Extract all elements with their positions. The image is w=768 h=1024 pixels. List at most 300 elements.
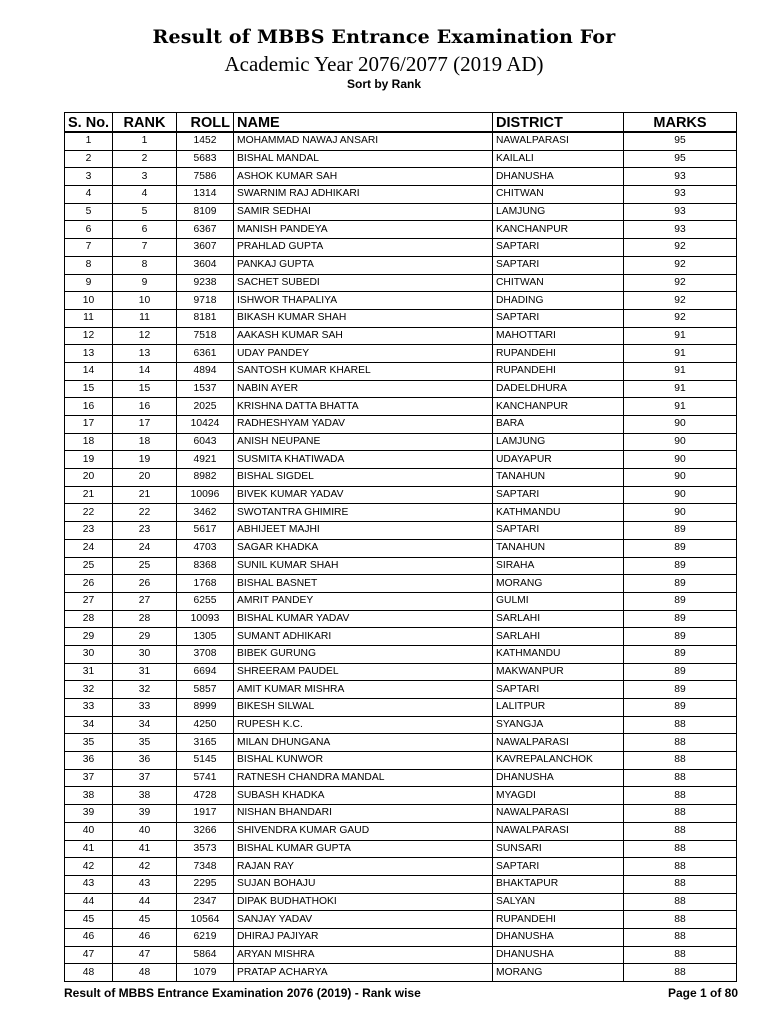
cell-rank: 16 xyxy=(113,398,177,416)
cell-sno: 31 xyxy=(65,663,113,681)
cell-roll: 8109 xyxy=(177,203,234,221)
cell-rank: 29 xyxy=(113,628,177,646)
cell-rank: 12 xyxy=(113,327,177,345)
cell-roll: 9238 xyxy=(177,274,234,292)
cell-rank: 15 xyxy=(113,380,177,398)
cell-rank: 26 xyxy=(113,575,177,593)
cell-sno: 48 xyxy=(65,964,113,982)
table-row xyxy=(65,822,737,840)
cell-sno: 43 xyxy=(65,875,113,893)
table-row xyxy=(65,928,737,946)
table-row xyxy=(65,575,737,593)
cell-name: AMRIT PANDEY xyxy=(234,592,493,610)
table-row xyxy=(65,416,737,434)
cell-sno: 47 xyxy=(65,946,113,964)
table-row xyxy=(65,840,737,858)
cell-name: ABHIJEET MAJHI xyxy=(234,522,493,540)
cell-rank: 35 xyxy=(113,734,177,752)
cell-name: SANTOSH KUMAR KHAREL xyxy=(234,362,493,380)
cell-name: SUSMITA KHATIWADA xyxy=(234,451,493,469)
table-row xyxy=(65,433,737,451)
cell-marks: 90 xyxy=(624,486,737,504)
cell-name: SUBASH KHADKA xyxy=(234,787,493,805)
cell-rank: 24 xyxy=(113,539,177,557)
cell-sno: 22 xyxy=(65,504,113,522)
cell-marks: 91 xyxy=(624,327,737,345)
cell-sno: 1 xyxy=(65,132,113,150)
cell-rank: 34 xyxy=(113,716,177,734)
cell-district: KANCHANPUR xyxy=(493,221,624,239)
cell-rank: 19 xyxy=(113,451,177,469)
table-row xyxy=(65,345,737,363)
cell-sno: 34 xyxy=(65,716,113,734)
table-row xyxy=(65,274,737,292)
cell-rank: 4 xyxy=(113,186,177,204)
cell-marks: 88 xyxy=(624,787,737,805)
cell-marks: 88 xyxy=(624,716,737,734)
table-row xyxy=(65,292,737,310)
cell-name: SWARNIM RAJ ADHIKARI xyxy=(234,186,493,204)
cell-district: DADELDHURA xyxy=(493,380,624,398)
cell-sno: 23 xyxy=(65,522,113,540)
table-row xyxy=(65,150,737,168)
table-row xyxy=(65,592,737,610)
cell-sno: 16 xyxy=(65,398,113,416)
cell-roll: 9718 xyxy=(177,292,234,310)
cell-district: SYANGJA xyxy=(493,716,624,734)
cell-rank: 21 xyxy=(113,486,177,504)
cell-marks: 91 xyxy=(624,380,737,398)
table-row xyxy=(65,168,737,186)
table-row xyxy=(65,362,737,380)
cell-sno: 33 xyxy=(65,699,113,717)
cell-roll: 6043 xyxy=(177,433,234,451)
cell-name: SACHET SUBEDI xyxy=(234,274,493,292)
cell-roll: 3604 xyxy=(177,256,234,274)
cell-roll: 3573 xyxy=(177,840,234,858)
cell-marks: 89 xyxy=(624,592,737,610)
cell-roll: 8982 xyxy=(177,469,234,487)
cell-roll: 4728 xyxy=(177,787,234,805)
cell-sno: 9 xyxy=(65,274,113,292)
cell-sno: 13 xyxy=(65,345,113,363)
cell-name: BISHAL SIGDEL xyxy=(234,469,493,487)
cell-name: UDAY PANDEY xyxy=(234,345,493,363)
cell-district: TANAHUN xyxy=(493,469,624,487)
cell-name: SUJAN BOHAJU xyxy=(234,875,493,893)
cell-name: NABIN AYER xyxy=(234,380,493,398)
header-sno: S. No. xyxy=(65,113,113,133)
cell-roll: 5617 xyxy=(177,522,234,540)
cell-name: MANISH PANDEYA xyxy=(234,221,493,239)
table-row xyxy=(65,610,737,628)
table-row xyxy=(65,539,737,557)
table-row xyxy=(65,805,737,823)
cell-rank: 36 xyxy=(113,752,177,770)
cell-roll: 3708 xyxy=(177,645,234,663)
cell-rank: 44 xyxy=(113,893,177,911)
cell-name: PANKAJ GUPTA xyxy=(234,256,493,274)
cell-rank: 33 xyxy=(113,699,177,717)
cell-name: BIKASH KUMAR SHAH xyxy=(234,309,493,327)
cell-roll: 10424 xyxy=(177,416,234,434)
cell-sno: 18 xyxy=(65,433,113,451)
document-subtitle: Academic Year 2076/2077 (2019 AD) xyxy=(224,52,544,76)
cell-sno: 8 xyxy=(65,256,113,274)
cell-roll: 3462 xyxy=(177,504,234,522)
cell-district: CHITWAN xyxy=(493,274,624,292)
cell-marks: 90 xyxy=(624,504,737,522)
cell-marks: 89 xyxy=(624,645,737,663)
cell-district: TANAHUN xyxy=(493,539,624,557)
table-row xyxy=(65,911,737,929)
cell-name: SAGAR KHADKA xyxy=(234,539,493,557)
cell-marks: 89 xyxy=(624,522,737,540)
cell-name: RUPESH K.C. xyxy=(234,716,493,734)
cell-sno: 4 xyxy=(65,186,113,204)
cell-sno: 3 xyxy=(65,168,113,186)
cell-name: MOHAMMAD NAWAJ ANSARI xyxy=(234,132,493,150)
cell-marks: 90 xyxy=(624,416,737,434)
cell-marks: 88 xyxy=(624,946,737,964)
cell-name: ARYAN MISHRA xyxy=(234,946,493,964)
cell-name: AAKASH KUMAR SAH xyxy=(234,327,493,345)
table-body xyxy=(65,132,737,982)
cell-name: PRAHLAD GUPTA xyxy=(234,239,493,257)
cell-roll: 4250 xyxy=(177,716,234,734)
cell-marks: 89 xyxy=(624,663,737,681)
cell-roll: 5864 xyxy=(177,946,234,964)
cell-roll: 1537 xyxy=(177,380,234,398)
cell-marks: 92 xyxy=(624,292,737,310)
cell-roll: 1079 xyxy=(177,964,234,982)
table-row xyxy=(65,964,737,982)
cell-name: RAJAN RAY xyxy=(234,858,493,876)
cell-sno: 21 xyxy=(65,486,113,504)
table-row xyxy=(65,645,737,663)
cell-roll: 6367 xyxy=(177,221,234,239)
cell-name: DHIRAJ PAJIYAR xyxy=(234,928,493,946)
cell-marks: 88 xyxy=(624,752,737,770)
cell-district: BARA xyxy=(493,416,624,434)
cell-rank: 11 xyxy=(113,309,177,327)
cell-marks: 95 xyxy=(624,150,737,168)
cell-district: SAPTARI xyxy=(493,681,624,699)
cell-district: DHANUSHA xyxy=(493,946,624,964)
cell-rank: 25 xyxy=(113,557,177,575)
cell-name: ANISH NEUPANE xyxy=(234,433,493,451)
cell-sno: 12 xyxy=(65,327,113,345)
cell-roll: 6361 xyxy=(177,345,234,363)
cell-district: SAPTARI xyxy=(493,309,624,327)
table-row xyxy=(65,504,737,522)
header-district: DISTRICT xyxy=(493,113,624,133)
cell-roll: 3607 xyxy=(177,239,234,257)
cell-marks: 88 xyxy=(624,769,737,787)
table-row xyxy=(65,699,737,717)
cell-sno: 11 xyxy=(65,309,113,327)
cell-district: SARLAHI xyxy=(493,628,624,646)
table-row xyxy=(65,327,737,345)
cell-district: GULMI xyxy=(493,592,624,610)
cell-district: KATHMANDU xyxy=(493,504,624,522)
cell-marks: 88 xyxy=(624,893,737,911)
cell-roll: 6694 xyxy=(177,663,234,681)
cell-marks: 88 xyxy=(624,858,737,876)
cell-name: ASHOK KUMAR SAH xyxy=(234,168,493,186)
cell-district: SIRAHA xyxy=(493,557,624,575)
document-title: Result of MBBS Entrance Examination For xyxy=(152,26,616,48)
cell-roll: 4894 xyxy=(177,362,234,380)
cell-district: UDAYAPUR xyxy=(493,451,624,469)
cell-name: BIKESH SILWAL xyxy=(234,699,493,717)
cell-marks: 89 xyxy=(624,628,737,646)
cell-rank: 20 xyxy=(113,469,177,487)
cell-marks: 88 xyxy=(624,822,737,840)
table-row xyxy=(65,734,737,752)
cell-rank: 42 xyxy=(113,858,177,876)
table-row xyxy=(65,769,737,787)
table-row xyxy=(65,380,737,398)
cell-name: ISHWOR THAPALIYA xyxy=(234,292,493,310)
cell-rank: 48 xyxy=(113,964,177,982)
cell-name: SAMIR SEDHAI xyxy=(234,203,493,221)
cell-marks: 93 xyxy=(624,203,737,221)
cell-name: SUNIL KUMAR SHAH xyxy=(234,557,493,575)
cell-district: SAPTARI xyxy=(493,486,624,504)
cell-roll: 8368 xyxy=(177,557,234,575)
cell-name: SHREERAM PAUDEL xyxy=(234,663,493,681)
cell-marks: 90 xyxy=(624,433,737,451)
cell-rank: 1 xyxy=(113,132,177,150)
cell-name: RATNESH CHANDRA MANDAL xyxy=(234,769,493,787)
cell-rank: 43 xyxy=(113,875,177,893)
cell-sno: 14 xyxy=(65,362,113,380)
cell-rank: 27 xyxy=(113,592,177,610)
cell-district: NAWALPARASI xyxy=(493,822,624,840)
cell-marks: 91 xyxy=(624,345,737,363)
cell-district: NAWALPARASI xyxy=(493,132,624,150)
cell-roll: 10564 xyxy=(177,911,234,929)
cell-rank: 39 xyxy=(113,805,177,823)
cell-sno: 46 xyxy=(65,928,113,946)
cell-district: MAHOTTARI xyxy=(493,327,624,345)
cell-roll: 5741 xyxy=(177,769,234,787)
cell-marks: 88 xyxy=(624,840,737,858)
cell-rank: 9 xyxy=(113,274,177,292)
cell-rank: 38 xyxy=(113,787,177,805)
table-row xyxy=(65,469,737,487)
cell-name: SANJAY YADAV xyxy=(234,911,493,929)
cell-sno: 36 xyxy=(65,752,113,770)
cell-district: LAMJUNG xyxy=(493,203,624,221)
cell-roll: 1314 xyxy=(177,186,234,204)
cell-sno: 30 xyxy=(65,645,113,663)
cell-district: MAKWANPUR xyxy=(493,663,624,681)
table-row xyxy=(65,486,737,504)
cell-marks: 93 xyxy=(624,168,737,186)
cell-rank: 5 xyxy=(113,203,177,221)
table-row xyxy=(65,239,737,257)
cell-roll: 1305 xyxy=(177,628,234,646)
cell-sno: 38 xyxy=(65,787,113,805)
header-marks: MARKS xyxy=(624,113,737,133)
cell-marks: 91 xyxy=(624,398,737,416)
cell-rank: 18 xyxy=(113,433,177,451)
cell-name: RADHESHYAM YADAV xyxy=(234,416,493,434)
cell-name: AMIT KUMAR MISHRA xyxy=(234,681,493,699)
cell-rank: 47 xyxy=(113,946,177,964)
cell-name: SUMANT ADHIKARI xyxy=(234,628,493,646)
cell-district: SAPTARI xyxy=(493,256,624,274)
cell-sno: 6 xyxy=(65,221,113,239)
cell-district: LAMJUNG xyxy=(493,433,624,451)
cell-district: SAPTARI xyxy=(493,239,624,257)
cell-sno: 24 xyxy=(65,539,113,557)
cell-roll: 7348 xyxy=(177,858,234,876)
cell-district: KATHMANDU xyxy=(493,645,624,663)
cell-marks: 92 xyxy=(624,309,737,327)
cell-district: MORANG xyxy=(493,964,624,982)
cell-name: SWOTANTRA GHIMIRE xyxy=(234,504,493,522)
cell-name: DIPAK BUDHATHOKI xyxy=(234,893,493,911)
cell-marks: 89 xyxy=(624,699,737,717)
cell-sno: 42 xyxy=(65,858,113,876)
cell-marks: 93 xyxy=(624,186,737,204)
cell-sno: 41 xyxy=(65,840,113,858)
cell-sno: 26 xyxy=(65,575,113,593)
cell-rank: 8 xyxy=(113,256,177,274)
cell-roll: 5857 xyxy=(177,681,234,699)
cell-rank: 30 xyxy=(113,645,177,663)
cell-marks: 88 xyxy=(624,875,737,893)
cell-roll: 3266 xyxy=(177,822,234,840)
cell-name: SHIVENDRA KUMAR GAUD xyxy=(234,822,493,840)
cell-rank: 46 xyxy=(113,928,177,946)
cell-rank: 17 xyxy=(113,416,177,434)
cell-roll: 7586 xyxy=(177,168,234,186)
cell-marks: 92 xyxy=(624,239,737,257)
cell-district: SUNSARI xyxy=(493,840,624,858)
cell-district: KAVREPALANCHOK xyxy=(493,752,624,770)
cell-name: KRISHNA DATTA BHATTA xyxy=(234,398,493,416)
cell-rank: 22 xyxy=(113,504,177,522)
cell-rank: 37 xyxy=(113,769,177,787)
cell-rank: 40 xyxy=(113,822,177,840)
cell-roll: 2025 xyxy=(177,398,234,416)
cell-rank: 3 xyxy=(113,168,177,186)
cell-name: BIBEK GURUNG xyxy=(234,645,493,663)
cell-sno: 25 xyxy=(65,557,113,575)
cell-roll: 2295 xyxy=(177,875,234,893)
cell-rank: 6 xyxy=(113,221,177,239)
header-rank: RANK xyxy=(113,113,177,133)
cell-rank: 7 xyxy=(113,239,177,257)
cell-district: DHANUSHA xyxy=(493,928,624,946)
cell-roll: 6219 xyxy=(177,928,234,946)
cell-sno: 45 xyxy=(65,911,113,929)
cell-sno: 39 xyxy=(65,805,113,823)
cell-rank: 2 xyxy=(113,150,177,168)
cell-roll: 8999 xyxy=(177,699,234,717)
table-row xyxy=(65,663,737,681)
cell-district: DHANUSHA xyxy=(493,769,624,787)
cell-name: BISHAL KUMAR GUPTA xyxy=(234,840,493,858)
cell-marks: 89 xyxy=(624,681,737,699)
cell-rank: 31 xyxy=(113,663,177,681)
cell-marks: 88 xyxy=(624,964,737,982)
table-row xyxy=(65,946,737,964)
cell-rank: 13 xyxy=(113,345,177,363)
cell-rank: 32 xyxy=(113,681,177,699)
table-row xyxy=(65,309,737,327)
cell-marks: 92 xyxy=(624,256,737,274)
cell-marks: 89 xyxy=(624,575,737,593)
table-row xyxy=(65,203,737,221)
cell-roll: 10096 xyxy=(177,486,234,504)
cell-name: BISHAL KUMAR YADAV xyxy=(234,610,493,628)
cell-sno: 5 xyxy=(65,203,113,221)
cell-sno: 15 xyxy=(65,380,113,398)
table-row xyxy=(65,875,737,893)
cell-district: SARLAHI xyxy=(493,610,624,628)
cell-marks: 88 xyxy=(624,911,737,929)
cell-district: NAWALPARASI xyxy=(493,734,624,752)
cell-marks: 95 xyxy=(624,132,737,150)
cell-name: BIVEK KUMAR YADAV xyxy=(234,486,493,504)
table-row xyxy=(65,186,737,204)
cell-sno: 2 xyxy=(65,150,113,168)
cell-sno: 20 xyxy=(65,469,113,487)
cell-district: DHANUSHA xyxy=(493,168,624,186)
cell-district: LALITPUR xyxy=(493,699,624,717)
cell-roll: 4921 xyxy=(177,451,234,469)
cell-marks: 91 xyxy=(624,362,737,380)
cell-district: SAPTARI xyxy=(493,858,624,876)
cell-marks: 88 xyxy=(624,734,737,752)
cell-marks: 89 xyxy=(624,610,737,628)
cell-name: BISHAL BASNET xyxy=(234,575,493,593)
cell-name: BISHAL MANDAL xyxy=(234,150,493,168)
header-roll: ROLL xyxy=(177,113,234,133)
cell-roll: 2347 xyxy=(177,893,234,911)
cell-marks: 88 xyxy=(624,928,737,946)
cell-name: NISHAN BHANDARI xyxy=(234,805,493,823)
cell-sno: 44 xyxy=(65,893,113,911)
table-row xyxy=(65,256,737,274)
cell-roll: 5683 xyxy=(177,150,234,168)
cell-name: MILAN DHUNGANA xyxy=(234,734,493,752)
cell-rank: 14 xyxy=(113,362,177,380)
cell-sno: 40 xyxy=(65,822,113,840)
cell-sno: 32 xyxy=(65,681,113,699)
cell-district: MYAGDI xyxy=(493,787,624,805)
table-row xyxy=(65,132,737,150)
cell-roll: 1452 xyxy=(177,132,234,150)
header-name: NAME xyxy=(234,113,493,133)
cell-roll: 7518 xyxy=(177,327,234,345)
table-row xyxy=(65,787,737,805)
cell-district: MORANG xyxy=(493,575,624,593)
cell-sno: 10 xyxy=(65,292,113,310)
cell-district: BHAKTAPUR xyxy=(493,875,624,893)
table-row xyxy=(65,221,737,239)
cell-marks: 90 xyxy=(624,469,737,487)
cell-roll: 1768 xyxy=(177,575,234,593)
page-number: Page 1 of 80 xyxy=(667,986,738,1000)
cell-rank: 23 xyxy=(113,522,177,540)
table-row xyxy=(65,716,737,734)
